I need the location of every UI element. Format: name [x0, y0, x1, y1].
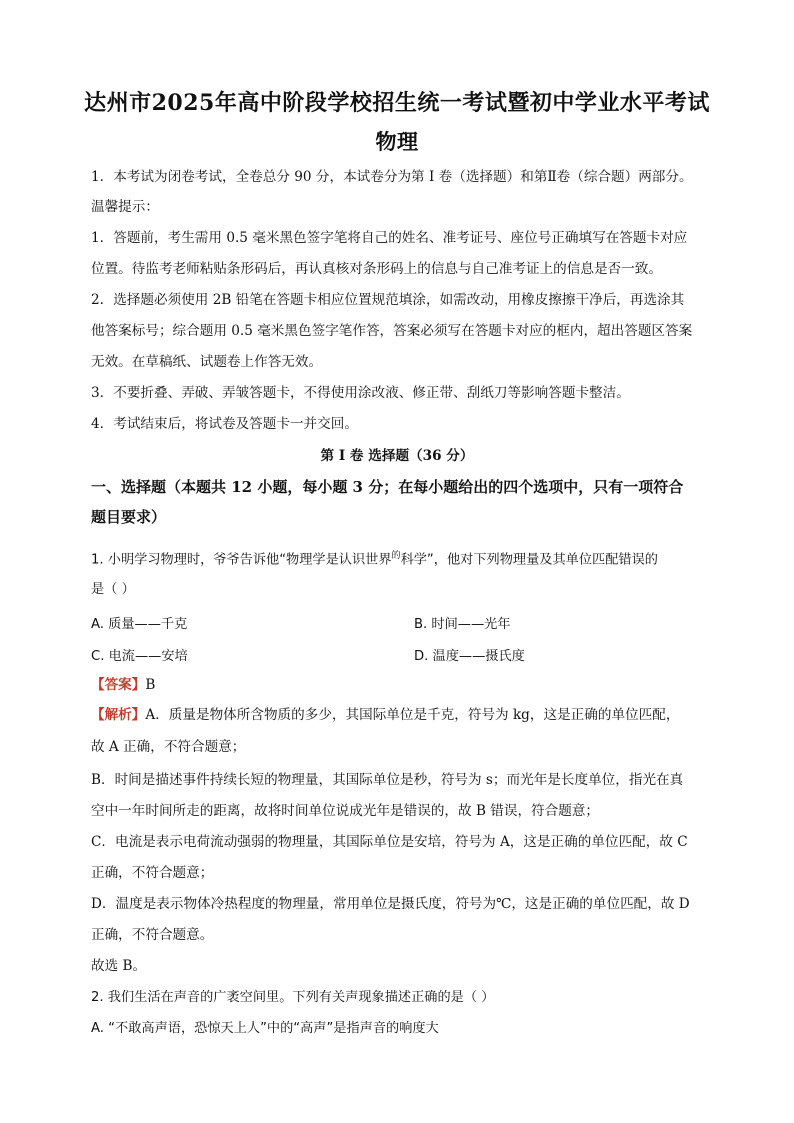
section-heading-b: 题目要求） [91, 508, 167, 526]
q1-answer-value: B [145, 677, 156, 693]
q1-analysis-c1: C．电流是表示电荷流动强弱的物理量，其国际单位是安培，符号为 A，这是正确的单位匹配，故 C [91, 834, 688, 850]
q2-option-a: A. “不敢高声语，恐惊天上人”中的“高声”是指声音的响度大 [91, 1021, 439, 1036]
q1-option-b: B. 时间——光年 [414, 617, 511, 632]
q1-option-a: A. 质量——千克 [91, 617, 188, 632]
q1-stem-line-2: 是（ ） [91, 582, 135, 597]
q1-analysis-b1: B．时间是描述事件持续长短的物理量，其国际单位是秒，符号为 s；而光年是长度单位，指光在真 [91, 772, 684, 788]
q1-stem-line-1 [91, 546, 721, 570]
q1-stem-part-a: 1. 小明学习物理时，爷爷告诉他“物理学是认识世界 [91, 552, 392, 568]
q1-analysis-d2: 正确，不符合题意。 [91, 927, 214, 943]
q2-stem: 2. 我们生活在声音的广袤空间里。下列有关声现象描述正确的是（ ） [91, 990, 495, 1005]
note-2b: 他答案标号；综合题用 0.5 毫米黑色签字笔作答，答案必须写在答题卡对应的框内，超出答题区答案 [91, 323, 693, 339]
q1-analysis-a1 [91, 705, 721, 725]
q1-analysis-d1: D．温度是表示物体冷热程度的物理量，常用单位是摄氏度，符号为℃，这是正确的单位匹配，故 D [91, 896, 690, 912]
note-2a: 2．选择题必须使用 2B 铅笔在答题卡相应位置规范填涂，如需改动，用橡皮擦擦干净后，再选涂其 [91, 292, 685, 308]
q1-conclusion: 故选 B。 [91, 958, 147, 974]
document-title: 达州市2025年高中阶段学校招生统一考试暨初中学业水平考试 [84, 90, 710, 116]
reminder-label: 温馨提示： [91, 199, 159, 215]
analysis-tag: 【解析】 [91, 707, 146, 723]
q1-analysis-a2: 故 A 正确，不符合题意； [91, 739, 246, 755]
section-heading-a: 一、选择题（本题共 12 小题，每小题 3 分；在每小题给出的四个选项中，只有一项符合 [91, 478, 684, 496]
q1-analysis-a1-text: A．质量是物体所含物质的多少，其国际单位是千克，符号为 kg，这是正确的单位匹配， [145, 707, 680, 723]
note-1a: 1．答题前，考生需用 0.5 毫米黑色签字笔将自己的姓名、准考证号、座位号正确填写在答题卡对应 [91, 230, 688, 246]
part-1-heading: 第 I 卷 选择题（36 分） [320, 448, 474, 464]
note-4: 4．考试结束后，将试卷及答题卡一并交回。 [91, 416, 358, 432]
note-2c: 无效。在草稿纸、试题卷上作答无效。 [91, 354, 323, 370]
q1-stem-superscript: 的 [391, 551, 401, 561]
q1-answer-line [91, 675, 721, 695]
note-line-1: 1．本考试为闭卷考试，全卷总分 90 分，本试卷分为第 I 卷（选择题）和第Ⅱ卷（综合题）两部分。 [91, 169, 693, 185]
q1-option-c: C. 电流——安培 [91, 649, 188, 664]
answer-tag: 【答案】 [91, 677, 146, 693]
document-subtitle: 物理 [375, 129, 419, 154]
q1-analysis-b2: 空中一年时间所走的距离，故将时间单位说成光年是错误的，故 B 错误，符合题意； [91, 803, 600, 819]
q1-analysis-c2: 正确，不符合题意； [91, 865, 214, 881]
q1-option-d: D. 温度——摄氏度 [414, 649, 525, 664]
note-1b: 位置。待监考老师粘贴条形码后，再认真核对条形码上的信息与自己准考证上的信息是否一致。 [91, 261, 662, 277]
q1-stem-part-b: 科学”，他对下列物理量及其单位匹配错误的 [400, 552, 658, 568]
note-3: 3．不要折叠、弄破、弄皱答题卡，不得使用涂改液、修正带、刮纸刀等影响答题卡整洁。 [91, 385, 630, 401]
